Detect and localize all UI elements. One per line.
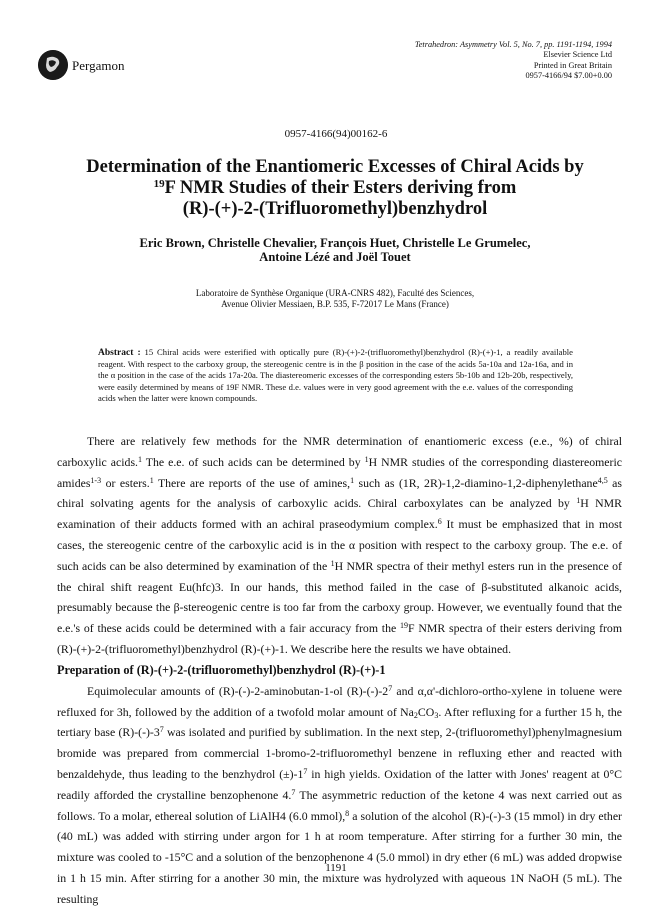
- affiliation-line-2: Avenue Olivier Messiaen, B.P. 535, F-72017 Le Mans (France): [221, 299, 449, 309]
- publisher-name: Pergamon: [72, 58, 125, 73]
- title-superscript: 19: [153, 178, 165, 190]
- title-line-2: [60, 178, 610, 199]
- abstract-text: 15 Chiral acids were esterified with optically pure (R)-(+)-2-(trifluoromethyl)benzhydrol (R)-(+)-1, a readily available reagent. With respect to the carboxy group, the stereogenic centre is in the β position in the case of the acids 5a-10a and 12a-16a, and in the α position in the case of the acids 17a-20a. The diastereomeric excesses of the corresponding esters 5b-10b and 12b-20b, respectively, were easily determined by means of 19F NMR. These d.e. values were in very good agreement with the e.e. values of the corresponding acids when the latter were known compounds.: [98, 347, 573, 403]
- paragraph-intro: There are relatively few methods for the NMR determination of enantiomeric excess (e.e., %) of chiral carboxylic acids.$^1$ The e.e. of such acids can be determined by $^1$H NMR studies of the corresponding diastereomeric amides$^{1-3}$ or esters.$^1$ There are reports of the use of amines,$^1$ such as (1R, 2R)-1,2-diamino-1,2-diphenylethane$^{4,5}$ as chiral solvating agents for the analysis of carboxylic acids. Chiral carboxylates can be analyzed by $^1$H NMR examination of their adducts formed with an achiral praseodymium complex.$^6$ It must be emphasized that in most cases, the stereogenic centre of the carboxylic acid is in the α position with respect to the carboxy group. The e.e. of such acids can be also determined by examination of the $^1$H NMR spectra of their methyl esters run in the presence of the chiral shift reagent Eu(hfc)3. In our hands, this method failed in the case of β-substituted alkanoic acids, presumably because the β-stereogenic centre is too far from the carboxy group. However, we eventually found that the e.e.'s of these acids could be determined with a fair accuracy from the $^{19}$F NMR spectra of their esters deriving from (R)-(+)-2-(trifluoromethyl)benzhydrol (R)-(+)-1. We describe here the results we have obtained.: [57, 434, 623, 656]
- authors-line-1: Eric Brown, Christelle Chevalier, François Huet, Christelle Le Grumelec,: [139, 236, 531, 250]
- title-line-3: (R)-(+)-2-(Trifluoromethyl)benzhydrol: [182, 199, 488, 219]
- affiliation: [60, 288, 610, 310]
- printed-line: Printed in Great Britain: [533, 60, 612, 70]
- title-line-2-text: F NMR Studies of their Esters deriving from: [164, 178, 517, 198]
- body-text: [57, 431, 622, 910]
- author-list: [60, 236, 610, 264]
- page-number: 1191: [325, 862, 347, 874]
- article-identifier: 0957-4166(94)00162-6: [284, 128, 388, 140]
- journal-citation: Tetrahedron: Asymmetry Vol. 5, No. 7, pp. 1191-1194, 1994: [414, 40, 612, 49]
- price-line: 0957-4166/94 $7.00+0.00: [525, 71, 612, 81]
- paragraph-preparation: Equimolecular amounts of (R)-(-)-2-aminobutan-1-ol $(R)-(-)-2^7$ and α,α'-dichloro-ortho-xylene in toluene were refluxed for 3h, followed by the addition of a twofold molar amount of $Na_2CO_3$. After refluxing for a further 15 h, the tertiary base $(R)-(-)-3^7$ was isolated and purified by sublimation. In the next step, 2-(trifluoromethyl)phenylmagnesium bromide was prepared from commercial 1-bromo-2-trifluoromethyl benzene in refluxing ether and reacted with benzaldehyde, thus leading to the benzhydrol $(\pm)-1^7$ in high yields. Oxidation of the latter with Jones' reagent at 0°C readily afforded the crystalline benzophenone 4.$^7$ The asymmetric reduction of the ketone 4 was next carried out as follows. To a molar, ethereal solution of LiAlH4 (6.0 mmol),$^8$ a solution of the alcohol (R)-(-)-3 (15 mmol) in dry ether (40 mL) was added with stirring under argon for 1 h at room temperature. After stirring for a further 30 min, the mixture was cooled to -15°C and a solution of the benzophenone 4 (5.0 mmol) in dry ether (6 mL) was added dropwise in 1 h 15 min. After stirring for a another 30 min, the mixture was hydrolyzed with aqueous 1N NaOH (5 mL). The resulting: [57, 683, 623, 906]
- abstract-label: Abstract :: [98, 348, 141, 358]
- pergamon-logo: [38, 50, 68, 80]
- section-heading: Preparation of (R)-(+)-2-(trifluoromethyl)benzhydrol (R)-(+)-1: [57, 662, 386, 677]
- title-line-1: Determination of the Enantiomeric Excesses of Chiral Acids by: [86, 157, 584, 177]
- authors-line-2: Antoine Lézé and Joël Touet: [259, 250, 411, 264]
- publisher-line: Elsevier Science Ltd: [543, 50, 612, 60]
- paper-title: [60, 157, 610, 220]
- affiliation-line-1: Laboratoire de Synthèse Organique (URA-CNRS 482), Faculté des Sciences,: [195, 288, 475, 298]
- journal-info: [415, 40, 612, 82]
- abstract: [98, 347, 573, 404]
